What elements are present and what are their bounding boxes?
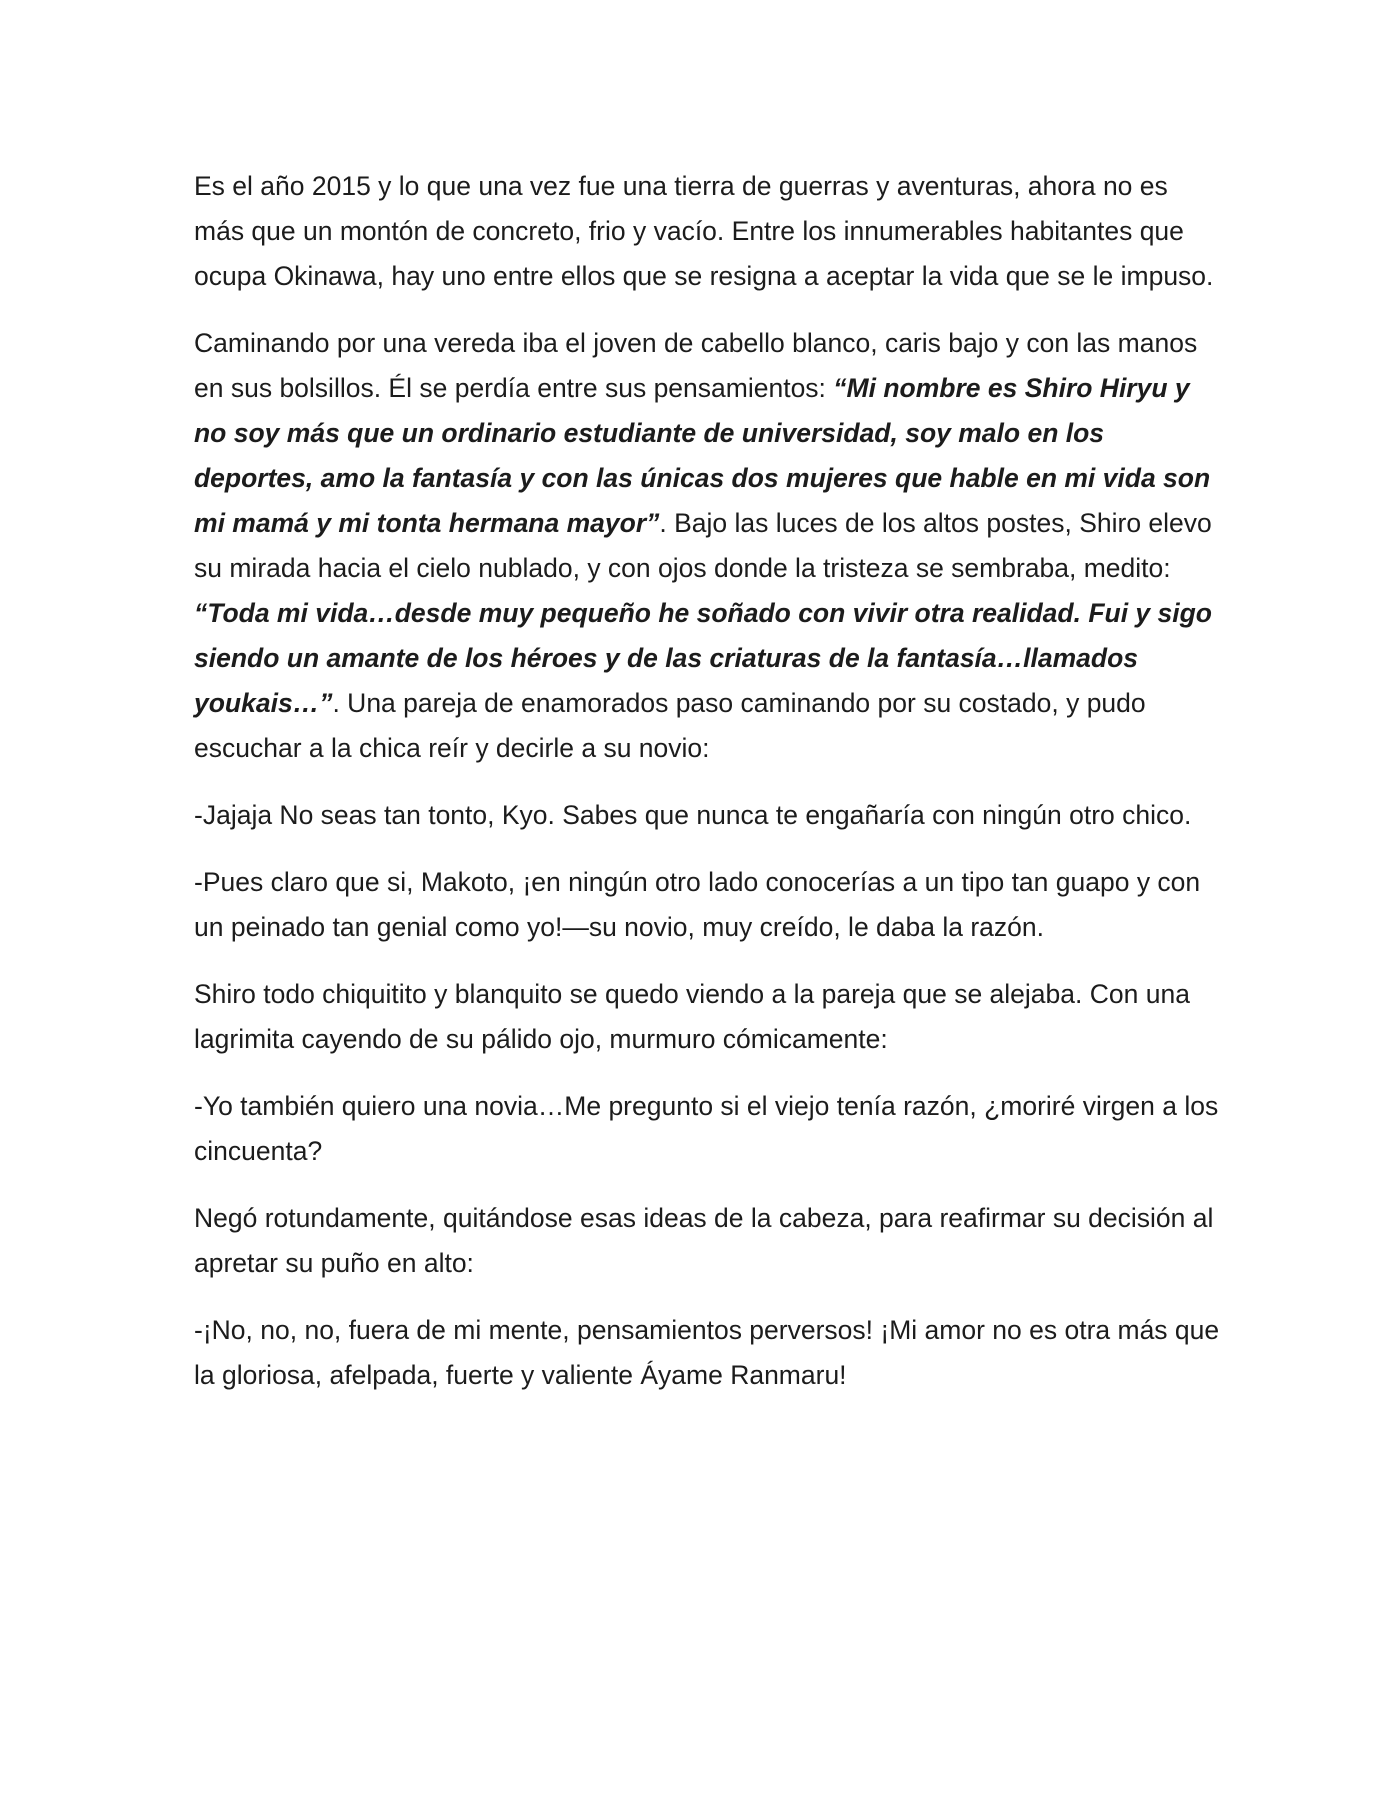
- text-run: Negó rotundamente, quitándose esas ideas de la cabeza, para reafirmar su decisión al apretar su puño en alto:: [194, 1203, 1214, 1278]
- paragraph-intro: [194, 164, 1224, 299]
- paragraph-shiro-denies: [194, 1196, 1224, 1286]
- text-run: -Pues claro que si, Makoto, ¡en ningún otro lado conocerías a un tipo tan guapo y con un peinado tan genial como yo!—su novio, muy creído, le daba la razón.: [194, 867, 1201, 942]
- text-run: Es el año 2015 y lo que una vez fue una tierra de guerras y aventuras, ahora no es más que un montón de concreto, frio y vacío. Entre los innumerables habitantes que ocupa Okinawa, hay uno entre ellos que se resigna a aceptar la vida que se le impuso.: [194, 171, 1214, 291]
- paragraph-shiro-walking: [194, 321, 1224, 771]
- paragraph-dialogue-shiro-final: [194, 1308, 1224, 1398]
- text-run: . Bajo las luces de los altos postes, Shiro elevo su mirada hacia el cielo nublado, y con ojos donde la tristeza se sembraba, medito:: [194, 508, 1212, 583]
- text-run: -¡No, no, no, fuera de mi mente, pensamientos perversos! ¡Mi amor no es otra más que la gloriosa, afelpada, fuerte y valiente Áyame Ranmaru!: [194, 1315, 1220, 1390]
- text-run: Shiro todo chiquitito y blanquito se quedo viendo a la pareja que se alejaba. Con una lagrimita cayendo de su pálido ojo, murmuro cómicamente:: [194, 979, 1190, 1054]
- text-run: Caminando por una vereda iba el joven de cabello blanco, caris bajo y con las manos en sus bolsillos. Él se perdía entre sus pensamientos:: [194, 328, 1198, 403]
- italic-thought: “Mi nombre es Shiro Hiryu y no soy más que un ordinario estudiante de universidad, soy malo en los deportes, amo la fantasía y con las únicas dos mujeres que hable en mi vida son mi mamá y mi tonta hermana mayor”: [194, 373, 1211, 538]
- text-run: -Jajaja No seas tan tonto, Kyo. Sabes que nunca te engañaría con ningún otro chico.: [194, 800, 1192, 830]
- paragraph-dialogue-girl: [194, 793, 1224, 838]
- text-run: . Una pareja de enamorados paso caminando por su costado, y pudo escuchar a la chica reír y decirle a su novio:: [194, 688, 1146, 763]
- paragraph-dialogue-boyfriend: [194, 860, 1224, 950]
- document-body: [194, 164, 1224, 1420]
- paragraph-shiro-watching: [194, 972, 1224, 1062]
- paragraph-dialogue-shiro: [194, 1084, 1224, 1174]
- text-run: -Yo también quiero una novia…Me pregunto si el viejo tenía razón, ¿moriré virgen a los cincuenta?: [194, 1091, 1219, 1166]
- italic-thought: “Toda mi vida…desde muy pequeño he soñado con vivir otra realidad. Fui y sigo siendo un amante de los héroes y de las criaturas de la fantasía…llamados youkais…”: [194, 598, 1212, 718]
